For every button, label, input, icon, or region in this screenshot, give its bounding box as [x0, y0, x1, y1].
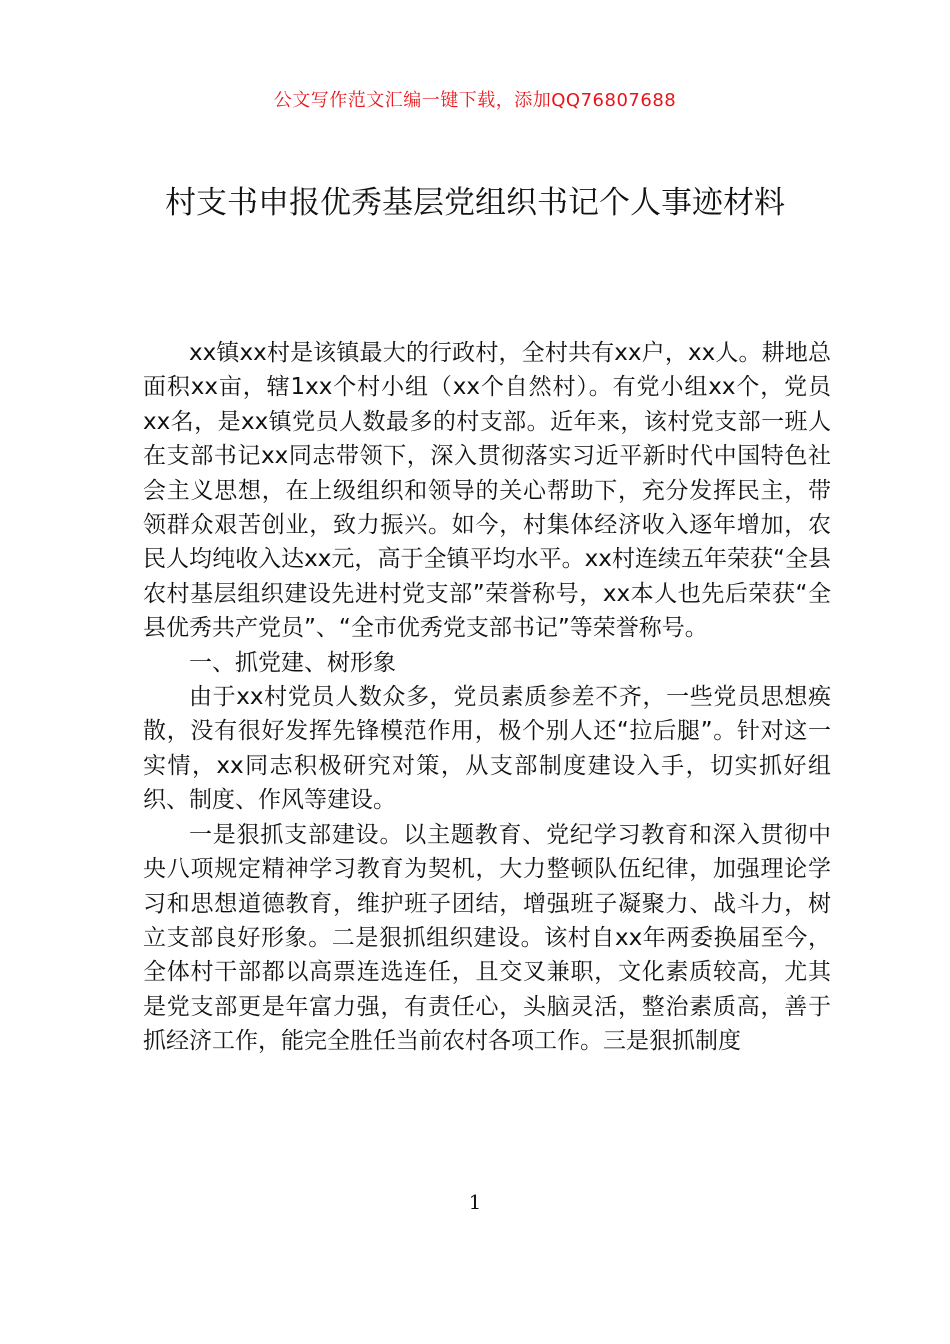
section-heading: 一、抓党建、树形象: [189, 649, 396, 676]
paragraph-background: 由于xx村党员人数众多，党员素质参差不齐，一些党员思想痪散，没有很好发挥先锋模范作用，极个别人还“拉后腿”。针对这一实情，xx同志积极研究对策，从支部制度建设入手，切实抓好组织、制度、作风等建设。: [143, 684, 831, 814]
document-body: [143, 336, 831, 1059]
paragraph-intro: xx镇xx村是该镇最大的行政村，全村共有xx户，xx人。耕地总面积xx亩，辖1xx个村小组（xx个自然村）。有党小组xx个，党员xx名，是xx镇党员人数最多的村支部。近年来，该村党支部一班人在支部书记xx同志带领下，深入贯彻落实习近平新时代中国特色社会主义思想，在上级组织和领导的关心帮助下，充分发挥民主，带领群众艰苦创业，致力振兴。如今，村集体经济收入逐年增加，农民人均纯收入达xx元，高于全镇平均水平。xx村连续五年荣获“全县农村基层组织建设先进村党支部”荣誉称号，xx本人也先后荣获“全县优秀共产党员”、“全市优秀党支部书记”等荣誉称号。: [143, 340, 831, 642]
paragraph-measures: 一是狠抓支部建设。以主题教育、党纪学习教育和深入贯彻中央八项规定精神学习教育为契机，大力整顿队伍纪律，加强理论学习和思想道德教育，维护班子团结，增强班子凝聚力、战斗力，树立支部良好形象。二是狠抓组织建设。该村自xx年两委换届至今，全体村干部都以高票连选连任，且交叉兼职，文化素质较高，尤其是党支部更是年富力强，有责任心，头脑灵活，整治素质高，善于抓经济工作，能完全胜任当前农村各项工作。三是狠抓制度: [143, 821, 831, 1055]
document-title: 村支书申报优秀基层党组织书记个人事迹材料: [165, 185, 785, 221]
page-number: 1: [468, 1190, 482, 1214]
watermark-banner: 公文写作范文汇编一键下载，添加QQ76807688: [273, 90, 677, 111]
